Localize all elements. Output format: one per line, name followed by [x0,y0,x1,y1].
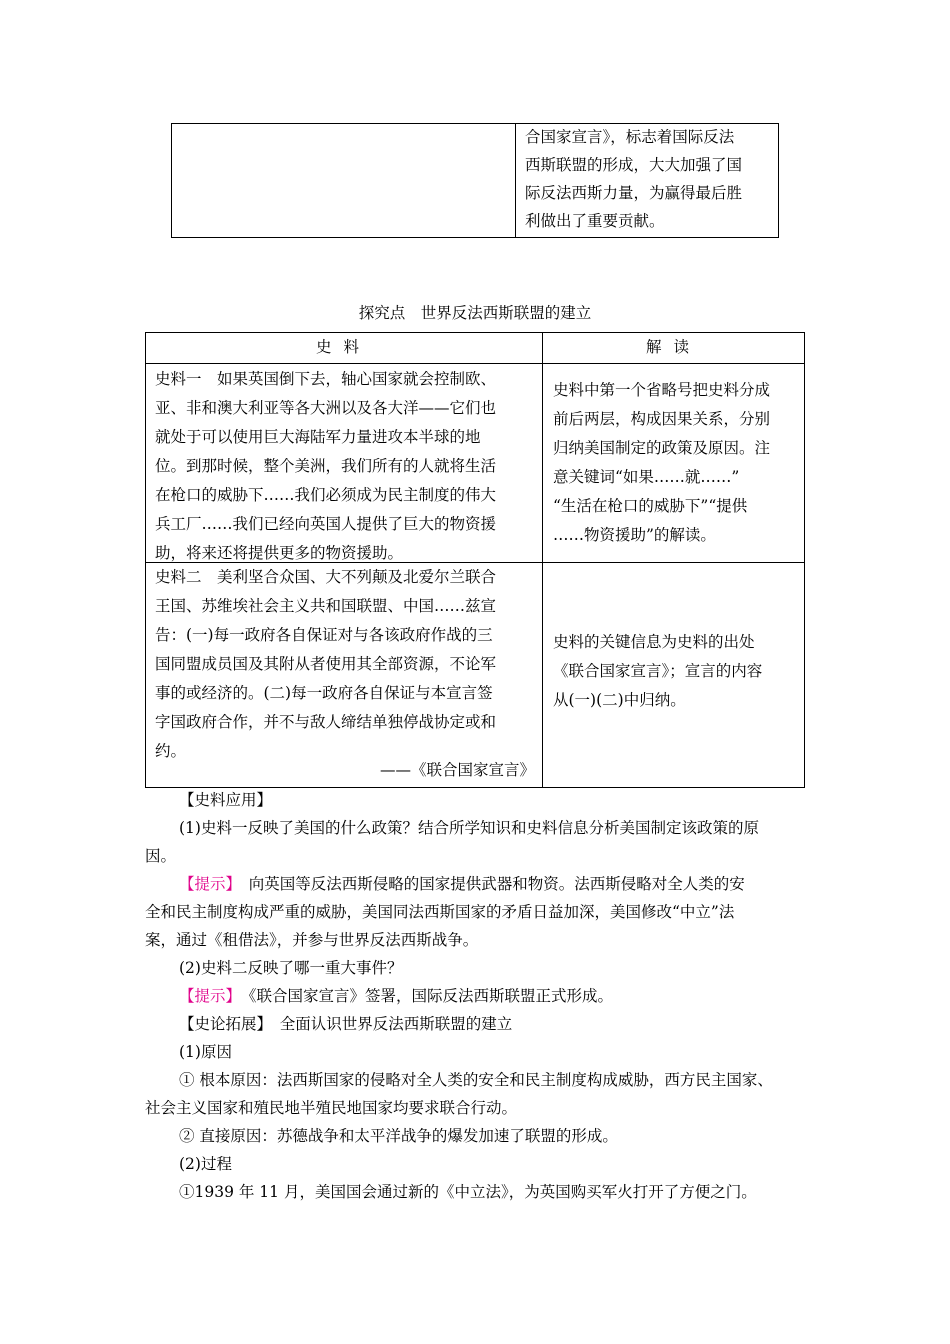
hint-label: 【提示】 [179,987,234,1005]
process-title: (2)过程 [179,1155,232,1173]
cell-line: 国同盟成员国及其附从者使用其全部资源，不论军 [155,655,497,673]
cell-line: 约。 [155,742,187,760]
reason-one: ① 根本原因：法西斯国家的侵略对全人类的安全和民主制度构成威胁，西方民主国家、 [179,1071,773,1089]
cell-line: 兵工厂……我们已经向英国人提供了巨大的物资援 [155,515,497,533]
cell-line: 史料二 美利坚合众国、大不列颠及北爱尔兰联合 [155,568,497,586]
cell-line: 助，将来还将提供更多的物资援助。 [155,544,404,562]
cell-line: 西斯联盟的形成，大大加强了国 [525,156,743,174]
process-one: ①1939 年 11 月，美国国会通过新的《中立法》，为英国购买军火打开了方便之门。 [179,1183,757,1201]
cell-line: 意关键词“如果……就……” [553,468,740,486]
cell-line: 史料的关键信息为史料的出处 [553,633,755,651]
answer-one [145,870,825,898]
analysis-table [145,332,805,788]
cell-line: 际反法西斯力量，为赢得最后胜 [525,184,743,202]
cell-line: 告：(一)每一政府各自保证对与各该政府作战的三 [155,626,493,644]
cell-line: 在枪口的威胁下……我们必须成为民主制度的伟大 [155,486,497,504]
continuation-table [171,123,779,238]
cell-line: 《联合国家宣言》；宣言的内容 [553,662,763,680]
question-one-cont: 因。 [145,847,177,865]
source-one-cell [155,365,496,568]
cell-line: 字国政府合作，并不与敌人缔结单独停战协定或和 [155,713,497,731]
source-citation: ——《联合国家宣言》 [379,761,535,779]
question-two: (2)史料二反映了哪一重大事件？ [179,959,403,977]
column-divider [542,332,543,788]
cell-line: 前后两层，构成因果关系，分别 [553,410,771,428]
header-source: 史料 [315,338,371,356]
reason-title: (1)原因 [179,1043,232,1061]
cell-line: 就处于可以使用巨大海陆军力量进攻本半球的地 [155,428,481,446]
cell-line: 从(一)(二)中归纳。 [553,691,686,709]
column-divider [515,124,516,237]
cell-line: ……物资援助”的解读。 [553,526,716,544]
subsection-title: 【史论拓展】 全面认识世界反法西斯联盟的建立 [179,1015,513,1033]
interpretation-one-cell [553,376,770,550]
application-section [145,786,825,1206]
cell-line: “生活在枪口的威胁下”“提供 [553,497,748,515]
answer-one-text: 向英国等反法西斯侵略的国家提供武器和物资。法西斯侵略对全人类的安 [233,875,745,893]
cell-line: 归纳美国制定的政策及原因。注 [553,439,771,457]
cell-line: 事的或经济的。(二)每一政府各自保证与本宣言签 [155,684,493,702]
subsection-title: 【史料应用】 [179,791,273,809]
source-two-cell [155,563,496,766]
cell-line: 王国、苏维埃社会主义共和国联盟、中国……兹宣 [155,597,497,615]
reason-one-cont: 社会主义国家和殖民地半殖民地国家均要求联合行动。 [145,1099,518,1117]
answer-one-cont: 全和民主制度构成严重的威胁，美国同法西斯国家的矛盾日益加深，美国修改“中立”法 [145,903,735,921]
cell-line: 史料中第一个省略号把史料分成 [553,381,771,399]
cell-line: 合国家宣言》，标志着国际反法 [525,128,735,146]
cell-line: 位。到那时候，整个美洲，我们所有的人就将生活 [155,457,497,475]
answer-two-text: 《联合国家宣言》签署，国际反法西斯联盟正式形成。 [233,987,614,1005]
answer-two [145,982,825,1010]
table-cell-right [525,123,775,235]
cell-line: 亚、非和澳大利亚等各大洲以及各大洋——它们也 [155,399,497,417]
answer-one-cont: 案，通过《租借法》，并参与世界反法西斯战争。 [145,931,479,949]
cell-line: 利做出了重要贡献。 [525,212,665,230]
header-interpretation: 解读 [645,338,701,356]
hint-label: 【提示】 [179,875,234,893]
interpretation-two-cell [553,628,762,715]
section-heading: 探究点 世界反法西斯联盟的建立 [358,304,592,322]
cell-line: 史料一 如果英国倒下去，轴心国家就会控制欧、 [155,370,497,388]
question-one: (1)史料一反映了美国的什么政策？结合所学知识和史料信息分析美国制定该政策的原 [179,819,759,837]
reason-two: ② 直接原因：苏德战争和太平洋战争的爆发加速了联盟的形成。 [179,1127,618,1145]
row-divider [145,363,805,364]
